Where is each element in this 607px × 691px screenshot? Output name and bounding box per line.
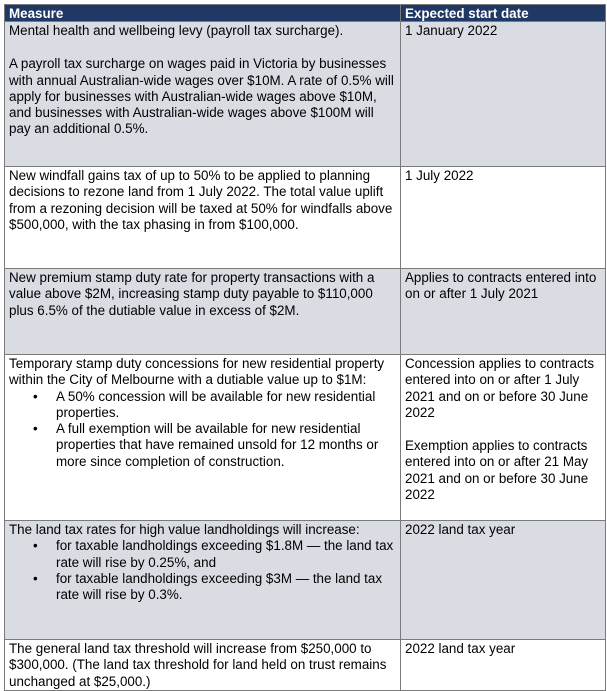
measure-text: New premium stamp duty rate for property transactions with a value above $2M, increasing stamp duty payable to $110,000 plus 6.5% of the dutiable value in excess of $2M. bbox=[9, 270, 375, 318]
measure-cell bbox=[5, 640, 401, 691]
table-row bbox=[5, 521, 606, 640]
measure-text: The general land tax threshold will increase from $250,000 to $300,000. (The land tax threshold for land held on trust remains unchanged at $25,000.) bbox=[9, 641, 387, 689]
measure-cell bbox=[5, 22, 401, 167]
start-date-cell bbox=[401, 269, 606, 355]
table-row bbox=[5, 640, 606, 691]
measure-cell bbox=[5, 355, 401, 521]
bullet-text: A 50% concession will be available for new residential properties. bbox=[56, 388, 376, 420]
start-date-text: 1 January 2022 bbox=[405, 23, 498, 38]
bullet-text: A full exemption will be available for new residential properties that have remained unsold for 12 months or more since completion of construction. bbox=[56, 421, 379, 469]
bullet-icon: • bbox=[33, 421, 38, 437]
measure-intro: Temporary stamp duty concessions for new residential property within the City of Melbourne with a dutiable value up to $1M: bbox=[9, 356, 385, 388]
bullet-item bbox=[9, 538, 396, 571]
bullet-item bbox=[9, 421, 396, 470]
measure-text: A payroll tax surcharge on wages paid in Victoria by businesses with annual Australian-wide wages over $10M. A rate of 0.5% will apply for businesses with Australian-wide wages above $10M, and businesses with Australian-wide wages above $100M will pay an additional 0.5%. bbox=[9, 56, 394, 137]
header-expected-start-date: Expected start date bbox=[401, 5, 606, 22]
start-date-text: Concession applies to contracts entered into on or after 1 July 2021 and on or before 30 June 2022 bbox=[405, 356, 595, 420]
table-row bbox=[5, 269, 606, 355]
table-row bbox=[5, 22, 606, 167]
bullet-list bbox=[9, 389, 396, 470]
table-row bbox=[5, 167, 606, 269]
measure-cell bbox=[5, 167, 401, 269]
bullet-item bbox=[9, 389, 396, 422]
start-date-text: Exemption applies to contracts entered into on or after 21 May 2021 and on or before 30 June 2022 bbox=[405, 438, 589, 503]
start-date-text: 2022 land tax year bbox=[405, 522, 516, 537]
measure-cell bbox=[5, 269, 401, 355]
start-date-cell bbox=[401, 355, 606, 521]
start-date-text: 2022 land tax year bbox=[405, 641, 516, 656]
measure-text: Mental health and wellbeing levy (payroll tax surcharge). bbox=[9, 23, 344, 38]
measure-intro: The land tax rates for high value landholdings will increase: bbox=[9, 522, 360, 537]
bullet-list bbox=[9, 538, 396, 603]
header-measure: Measure bbox=[5, 5, 401, 22]
table-row bbox=[5, 355, 606, 521]
bullet-text: for taxable landholdings exceeding $3M — the land tax rate will rise by 0.3%. bbox=[56, 570, 383, 603]
start-date-cell bbox=[401, 521, 606, 640]
start-date-cell bbox=[401, 22, 606, 167]
start-date-text: 1 July 2022 bbox=[405, 168, 474, 183]
start-date-cell bbox=[401, 640, 606, 691]
measure-text: New windfall gains tax of up to 50% to be applied to planning decisions to rezone land from 1 July 2022. The total value uplift from a rezoning decision will be taxed at 50% for windfalls above $500,000, with the tax phasing in from $100,000. bbox=[9, 168, 393, 232]
table-header-row bbox=[5, 5, 606, 22]
measure-cell bbox=[5, 521, 401, 640]
start-date-cell bbox=[401, 167, 606, 269]
bullet-item bbox=[9, 571, 396, 604]
bullet-icon: • bbox=[33, 538, 38, 554]
bullet-text: for taxable landholdings exceeding $1.8M — the land tax rate will rise by 0.25%, and bbox=[56, 538, 394, 570]
bullet-icon: • bbox=[33, 570, 38, 586]
measures-table bbox=[4, 4, 606, 691]
start-date-text: Applies to contracts entered into on or after 1 July 2021 bbox=[405, 270, 597, 302]
bullet-icon: • bbox=[33, 388, 38, 404]
